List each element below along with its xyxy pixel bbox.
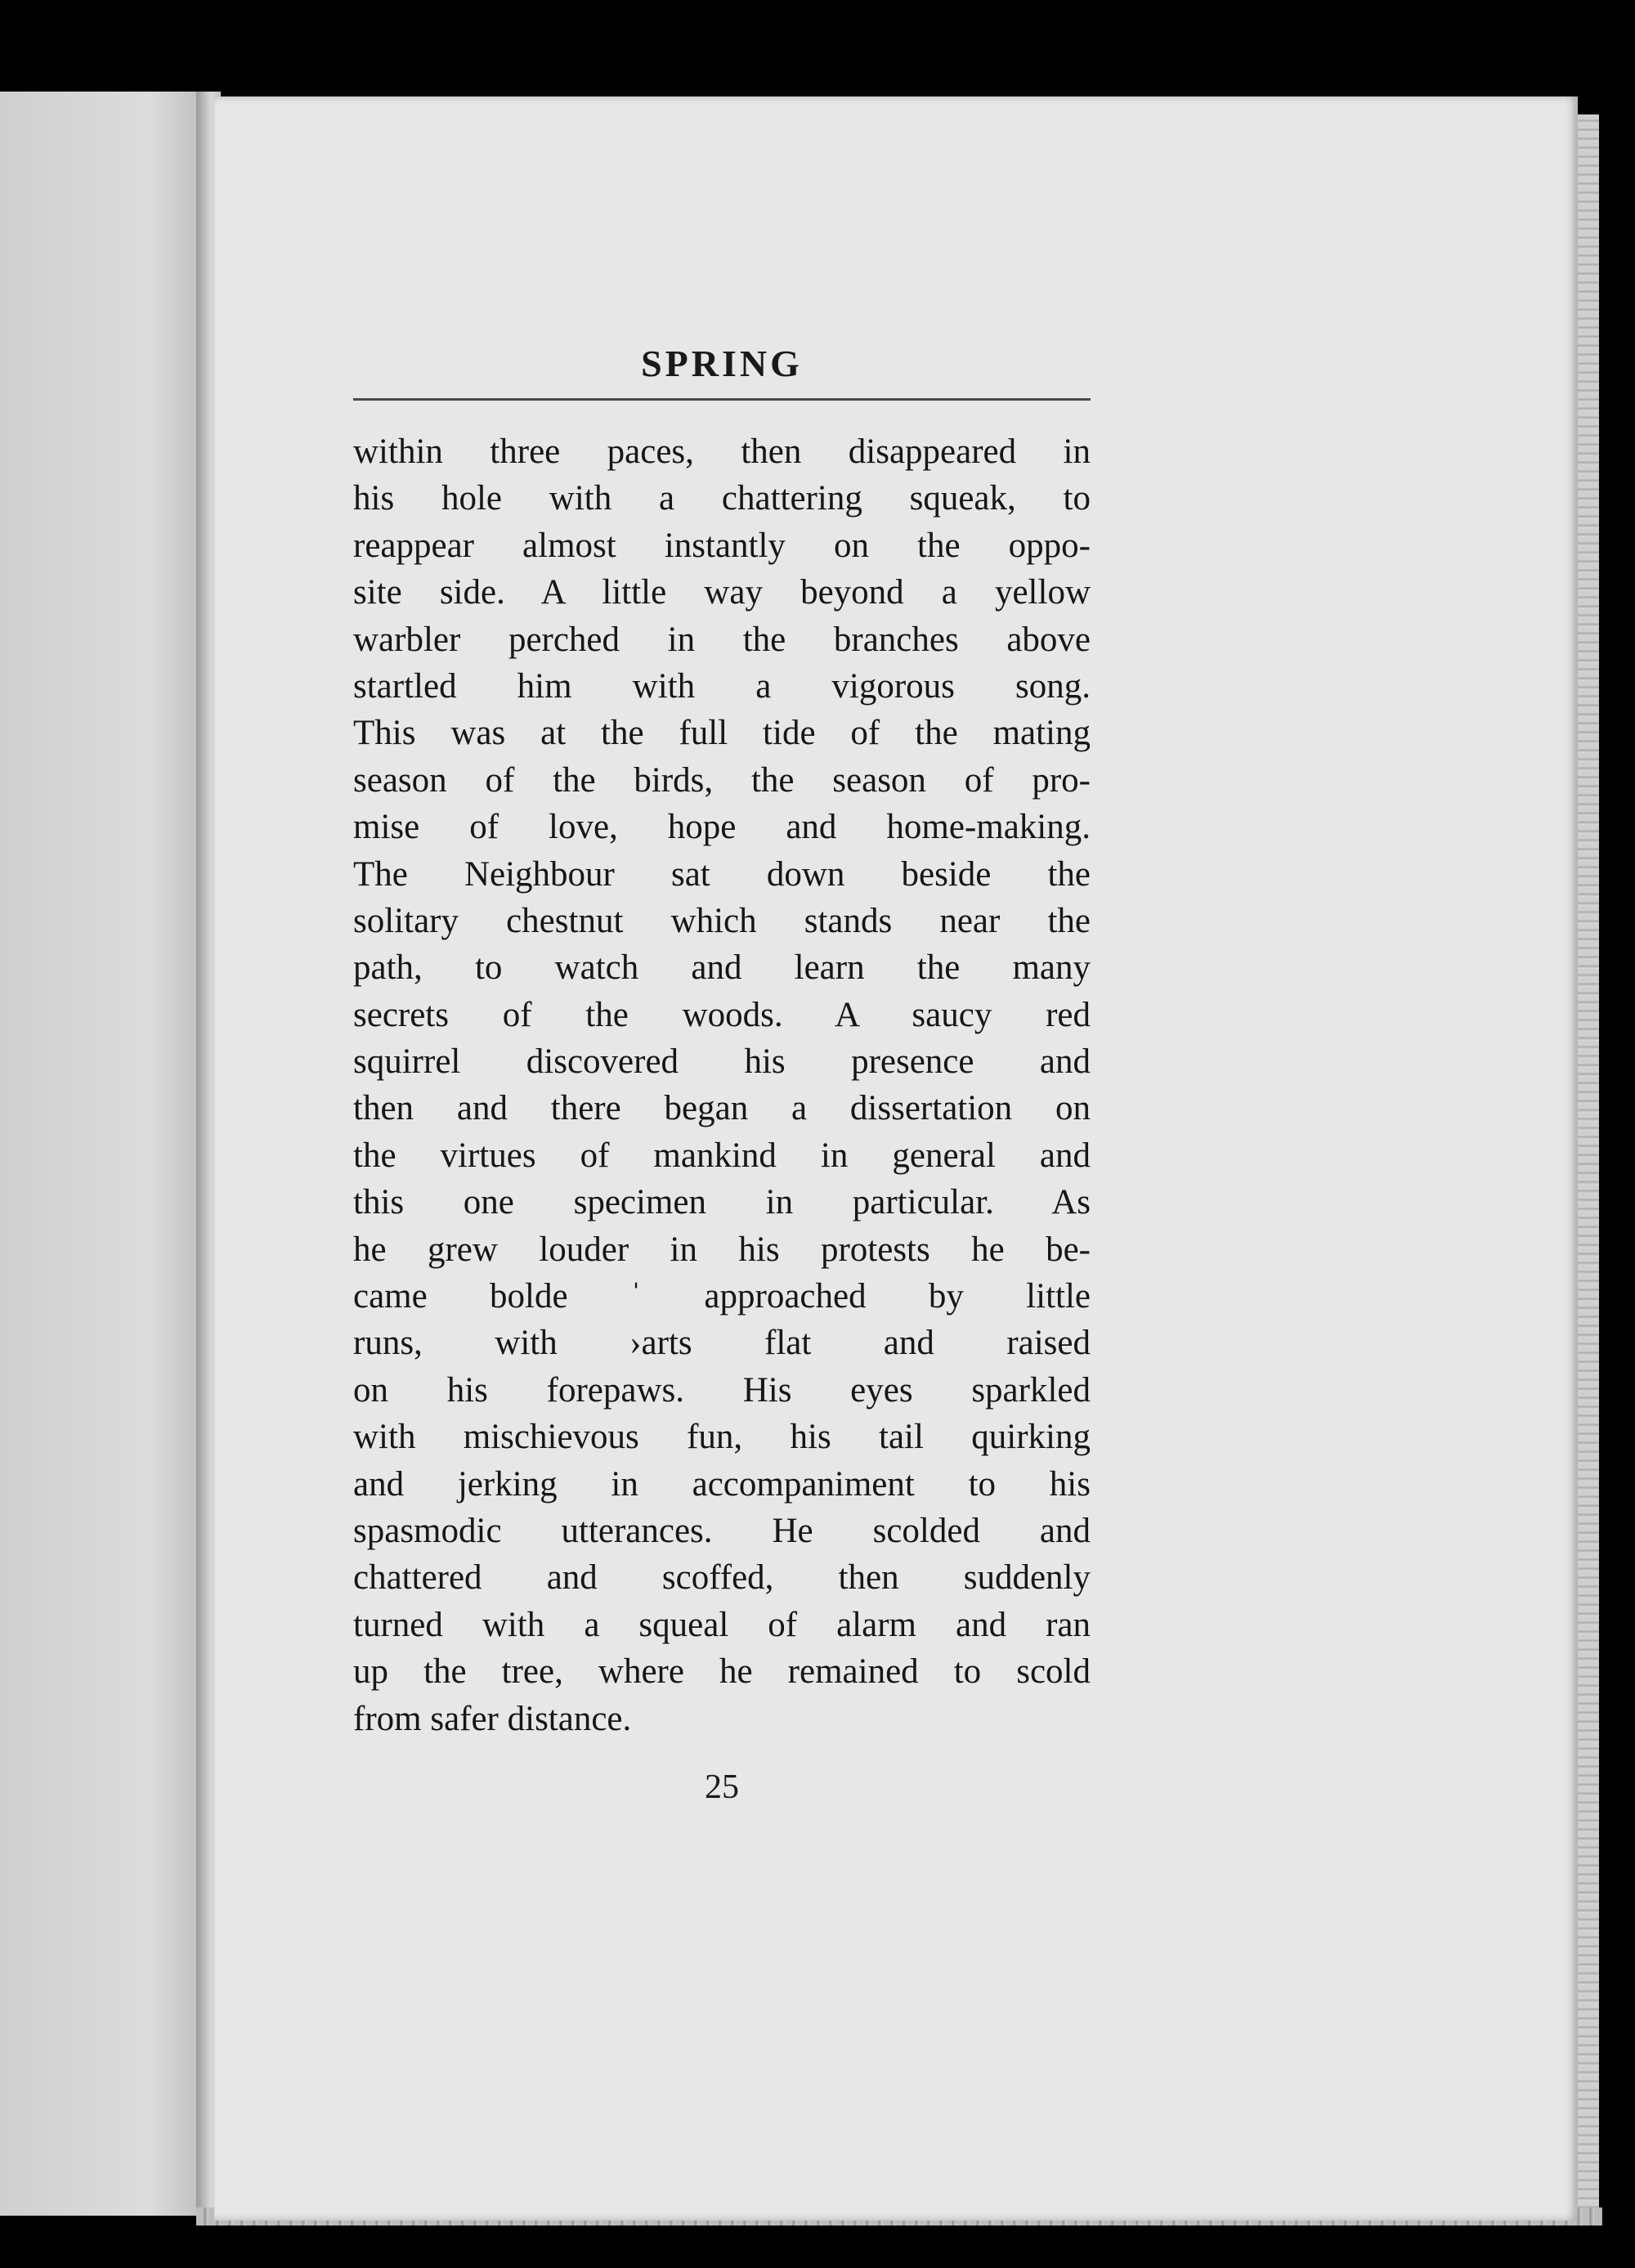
text-line: mise of love, hope and home-making. xyxy=(353,808,1091,847)
text-line: then and there began a dissertation on xyxy=(353,1089,1091,1128)
text-line: his hole with a chattering squeak, to xyxy=(353,479,1091,518)
text-line: startled him with a vigorous song. xyxy=(353,666,1091,706)
text-line: with mischievous fun, his tail quirking xyxy=(353,1418,1091,1457)
text-line: within three paces, then disappeared in xyxy=(353,433,1091,471)
text-line: up the tree, where he remained to scold xyxy=(353,1652,1091,1692)
text-line: turned with a squeal of alarm and ran xyxy=(353,1605,1091,1644)
text-line: chattered and scoffed, then suddenly xyxy=(353,1558,1091,1598)
text-line: secrets of the woods. A saucy red xyxy=(353,995,1091,1034)
text-line: runs, with ›arts flat and raised xyxy=(353,1324,1091,1363)
text-line: he grew louder in his protests he be- xyxy=(353,1230,1091,1269)
text-line: squirrel discovered his presence and xyxy=(353,1042,1091,1082)
running-head: SPRING xyxy=(641,343,803,384)
text-line: came bolde ˈ approached by little xyxy=(353,1277,1091,1316)
text-line: solitary chestnut which stands near the xyxy=(353,901,1091,940)
text-line: The Neighbour sat down beside the xyxy=(353,854,1091,894)
text-line: spasmodic utterances. He scolded and xyxy=(353,1511,1091,1550)
body-text xyxy=(353,428,1091,1742)
page-number: 25 xyxy=(705,1768,739,1806)
header-rule xyxy=(353,398,1091,401)
text-line: reappear almost instantly on the oppo- xyxy=(353,526,1091,565)
text-line: warbler perched in the branches above xyxy=(353,620,1091,659)
text-line: from safer distance. xyxy=(353,1699,632,1738)
text-line: on his forepaws. His eyes sparkled xyxy=(353,1370,1091,1410)
text-line: site side. A little way beyond a yellow xyxy=(353,573,1091,612)
text-line: season of the birds, the season of pro- xyxy=(353,760,1091,800)
facing-page-edge xyxy=(0,92,214,2216)
text-line: path, to watch and learn the many xyxy=(353,948,1091,988)
text-line: and jerking in accompaniment to his xyxy=(353,1464,1091,1504)
text-line: This was at the full tide of the mating xyxy=(353,714,1091,753)
text-line: this one specimen in particular. As xyxy=(353,1183,1091,1222)
text-line: the virtues of mankind in general and xyxy=(353,1136,1091,1175)
